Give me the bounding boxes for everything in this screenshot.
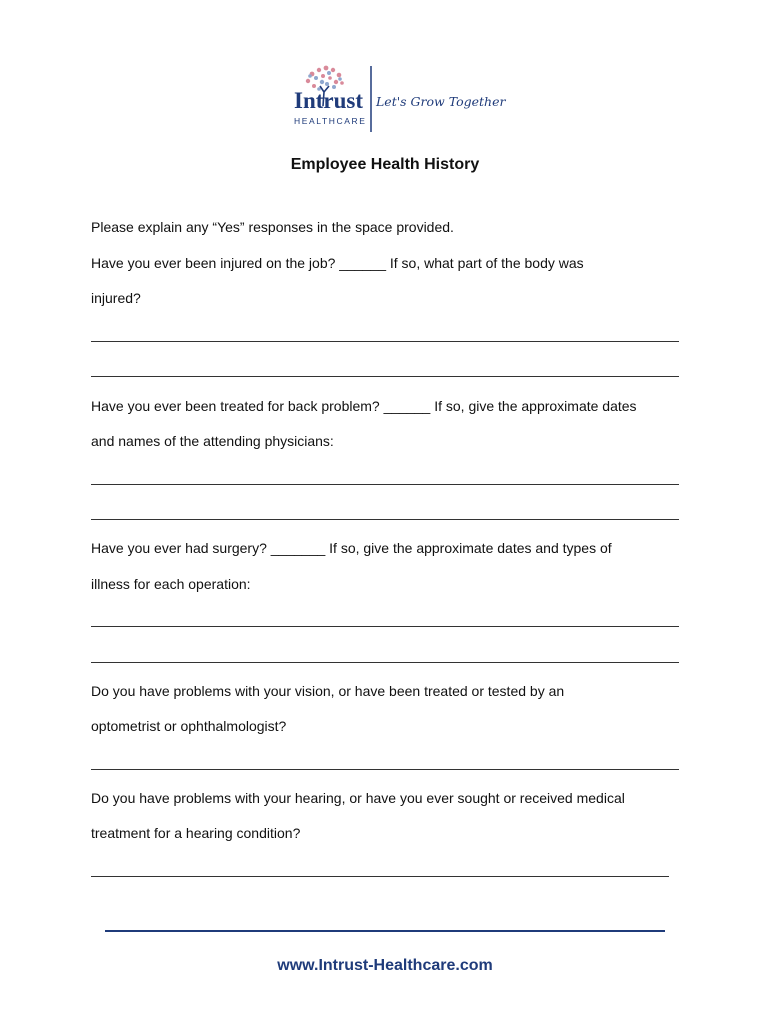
website-link[interactable]: www.Intrust-Healthcare.com bbox=[277, 957, 493, 974]
answer-line[interactable] bbox=[91, 341, 679, 342]
question-hearing: Do you have problems with your hearing, or have you ever sought or received medical bbox=[91, 790, 625, 806]
svg-text:Intrust: Intrust bbox=[294, 88, 364, 113]
svg-text:HEALTHCARE: HEALTHCARE bbox=[294, 116, 367, 126]
intrust-logo bbox=[292, 62, 506, 136]
question-back-problem-cont: and names of the attending physicians: bbox=[91, 433, 334, 449]
answer-line[interactable] bbox=[91, 769, 679, 770]
question-vision-cont: optometrist or ophthalmologist? bbox=[91, 718, 287, 734]
question-surgery: Have you ever had surgery? _______ If so, give the approximate dates and types of bbox=[91, 540, 612, 556]
question-vision: Do you have problems with your vision, or have been treated or tested by an bbox=[91, 683, 565, 699]
svg-text:Let's Grow Together: Let's Grow Together bbox=[376, 94, 506, 109]
answer-line[interactable] bbox=[91, 519, 679, 520]
answer-line[interactable] bbox=[91, 626, 679, 627]
question-hearing-cont: treatment for a hearing condition? bbox=[91, 825, 301, 841]
question-injury: Have you ever been injured on the job? ______ If so, what part of the body was bbox=[91, 255, 584, 271]
question-surgery-cont: illness for each operation: bbox=[91, 576, 251, 592]
tree-logo-icon bbox=[292, 62, 506, 136]
answer-line[interactable] bbox=[91, 876, 669, 877]
instructions-text: Please explain any “Yes” responses in the space provided. bbox=[91, 219, 454, 235]
answer-line[interactable] bbox=[91, 484, 679, 485]
answer-line[interactable] bbox=[91, 662, 679, 663]
question-injury-cont: injured? bbox=[91, 290, 141, 306]
answer-line[interactable] bbox=[91, 376, 679, 377]
footer-divider bbox=[105, 930, 665, 932]
question-back-problem: Have you ever been treated for back problem? ______ If so, give the approximate dates bbox=[91, 398, 637, 414]
document-title: Employee Health History bbox=[290, 156, 480, 173]
